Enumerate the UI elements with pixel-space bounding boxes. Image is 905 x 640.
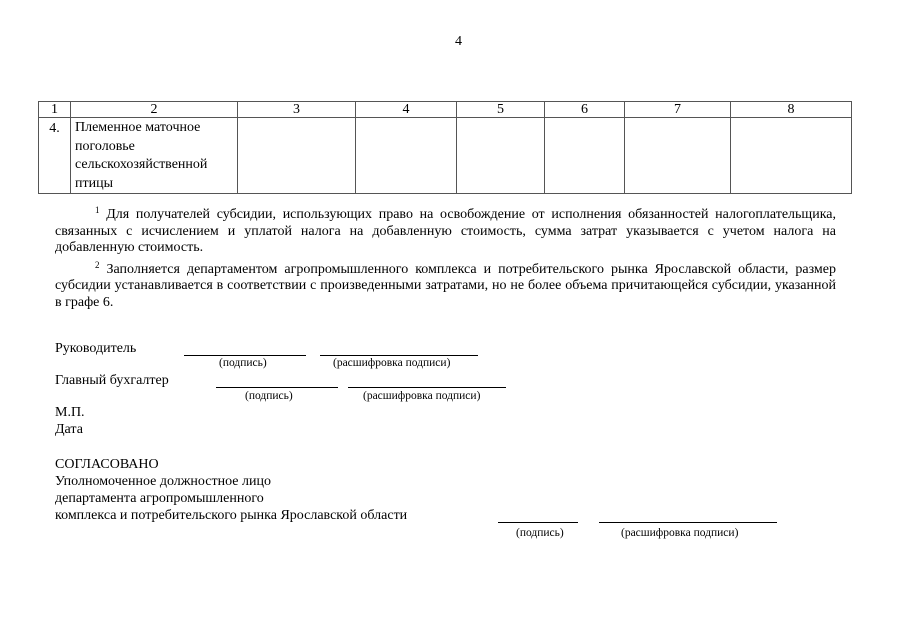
table-cell bbox=[238, 118, 356, 194]
row-name-line: сельскохозяйственной bbox=[75, 157, 208, 172]
row-name bbox=[71, 118, 238, 194]
column-number: 3 bbox=[238, 102, 356, 118]
column-number: 1 bbox=[39, 102, 71, 118]
approval-decryption-hint: (расшифровка подписи) bbox=[621, 527, 739, 539]
head-signature-line bbox=[184, 355, 306, 356]
column-number: 8 bbox=[731, 102, 852, 118]
column-number: 6 bbox=[545, 102, 625, 118]
footnote-1 bbox=[55, 202, 836, 257]
approval-line: комплекса и потребительского рынка Ярославской области bbox=[55, 508, 408, 523]
approval-line: Уполномоченное должностное лицо bbox=[55, 474, 271, 489]
table-row bbox=[39, 118, 852, 194]
head-decryption-line bbox=[320, 355, 478, 356]
table-cell bbox=[731, 118, 852, 194]
accountant-decryption-hint: (расшифровка подписи) bbox=[363, 390, 481, 402]
table-cell bbox=[457, 118, 545, 194]
table-header-row bbox=[39, 102, 852, 118]
head-label: Руководитель bbox=[55, 341, 137, 356]
row-name-line: птицы bbox=[75, 175, 114, 191]
accountant-decryption-line bbox=[348, 387, 506, 388]
approval-line: департамента агропромышленного bbox=[55, 491, 264, 506]
column-number: 2 bbox=[71, 102, 238, 118]
approval-decryption-line bbox=[599, 522, 777, 523]
footnote-mark: 1 bbox=[95, 205, 100, 215]
table-cell bbox=[545, 118, 625, 194]
approval-signature-line bbox=[498, 522, 578, 523]
footnote-2 bbox=[55, 257, 836, 312]
column-number: 5 bbox=[457, 102, 545, 118]
page-number: 4 bbox=[455, 34, 462, 49]
seal-label: М.П. bbox=[55, 405, 85, 420]
accountant-signature-hint: (подпись) bbox=[245, 390, 293, 402]
table-cell bbox=[625, 118, 731, 194]
head-decryption-hint: (расшифровка подписи) bbox=[333, 357, 451, 369]
column-number: 4 bbox=[356, 102, 457, 118]
accountant-signature-line bbox=[216, 387, 338, 388]
date-label: Дата bbox=[55, 422, 83, 437]
accountant-label: Главный бухгалтер bbox=[55, 373, 169, 388]
column-number: 7 bbox=[625, 102, 731, 118]
row-name-line: поголовье bbox=[75, 138, 135, 154]
row-number: 4. bbox=[39, 118, 71, 194]
row-name-line: Племенное маточное bbox=[75, 120, 201, 135]
footnote-text: Заполняется департаментом агропромышленного комплекса и потребительского рынка Ярославской области, размер субсидии устанавливается в соответствии с произведенными затратами, но не более объема причитающейся субсидии, указанной в графе 6. bbox=[55, 261, 837, 310]
approval-signature-hint: (подпись) bbox=[516, 527, 564, 539]
head-signature-hint: (подпись) bbox=[219, 357, 267, 369]
footnote-mark: 2 bbox=[95, 259, 100, 270]
approval-title: СОГЛАСОВАНО bbox=[55, 457, 159, 472]
table-cell bbox=[356, 118, 457, 194]
footnotes bbox=[55, 202, 836, 311]
footnote-text: Для получателей субсидии, использующих право на освобождение от исполнения обязанностей налогоплательщика, связанных с исчислением и уплатой налога на добавленную стоимость, сумма затрат указывается с учетом налога на добавленную стоимость. bbox=[55, 207, 836, 255]
subsidy-table bbox=[38, 101, 852, 194]
